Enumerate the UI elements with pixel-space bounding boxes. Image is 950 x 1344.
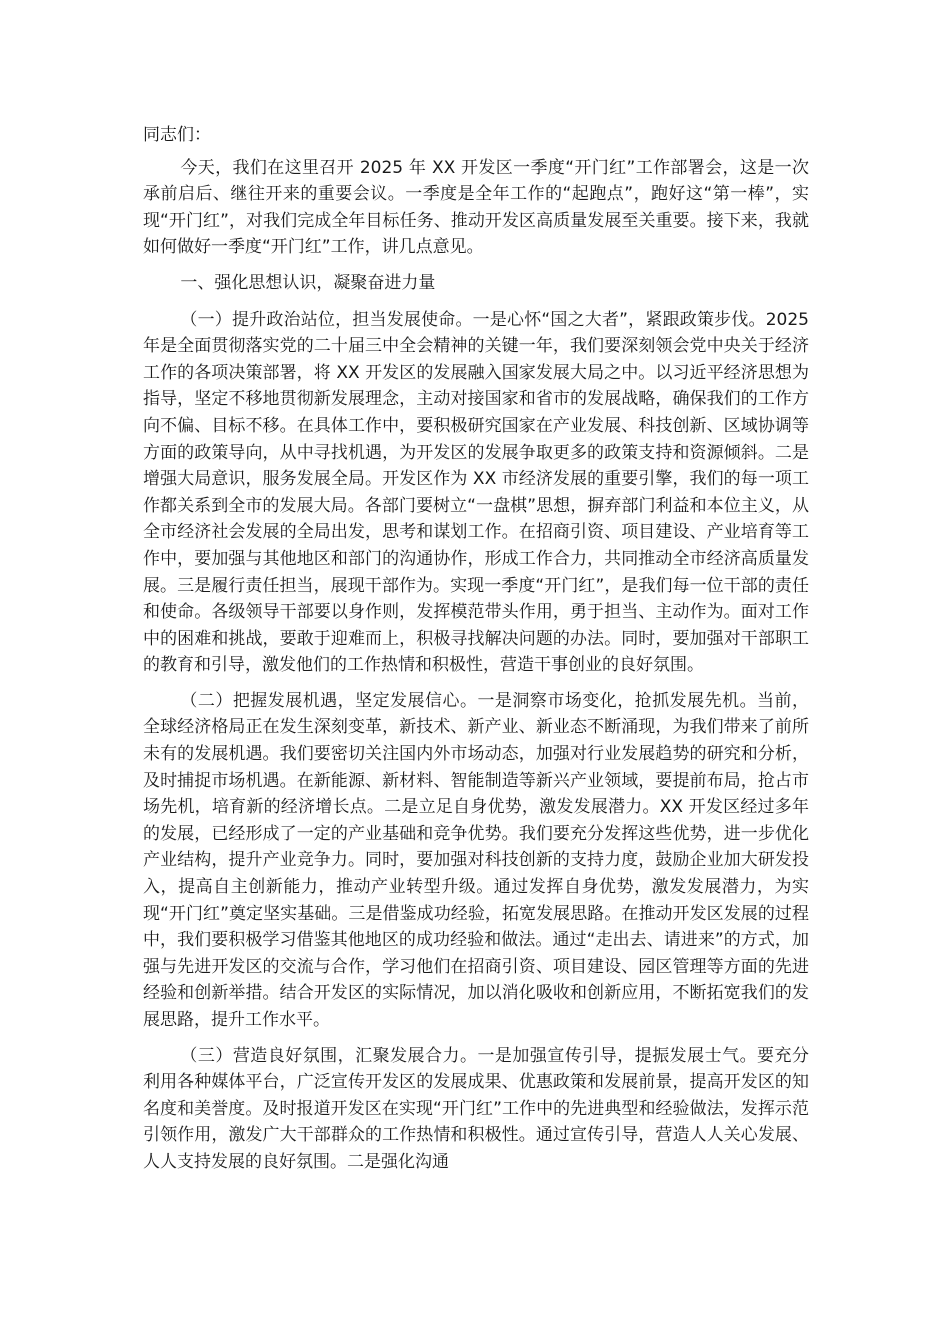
document-body <box>143 122 809 1185</box>
section-1-heading: 一、强化思想认识，凝聚奋进力量 <box>180 272 436 293</box>
subsection-3-paragraph: （三）营造良好氛围，汇聚发展合力。一是加强宣传引导，提振发展士气。要充分利用各种媒体平台，广泛宣传开发区的发展成果、优惠政策和发展前景，提高开发区的知名度和美誉度。及时报道开发区在实现“开门红”工作中的先进典型和经验做法，发挥示范引领作用，激发广大干部群众的工作热情和积极性。通过宣传引导，营造人人关心发展、人人支持发展的良好氛围。二是强化沟通 <box>143 1045 809 1172</box>
greeting: 同志们： <box>143 125 211 145</box>
subsection-1-paragraph: （一）提升政治站位，担当发展使命。一是心怀“国之大者”，紧跟政策步伐。2025 年是全面贯彻落实党的二十届三中全会精神的关键一年，我们要深刻领会党中央关于经济工作的各项决策部署，将 XX 开发区的发展融入国家发展大局之中。以习近平经济思想为指导，坚定不移地贯彻新发展理念，主动对接国家和省市的发展战略，确保我们的工作方向不偏、目标不移。在具体工作中，要积极研究国家在产业发展、科技创新、区域协调等方面的政策导向，从中寻找机遇，为开发区的发展争取更多的政策支持和资源倾斜。二是增强大局意识，服务发展全局。开发区作为 XX 市经济发展的重要引擎，我们的每一项工作都关系到全市的发展大局。各部门要树立“一盘棋”思想，摒弃部门利益和本位主义，从全市经济社会发展的全局出发，思考和谋划工作。在招商引资、项目建设、产业培育等工作中，要加强与其他地区和部门的沟通协作，形成工作合力，共同推动全市经济高质量发展。三是履行责任担当，展现干部作为。实现一季度“开门红”，是我们每一位干部的责任和使命。各级领导干部要以身作则，发挥模范带头作用，勇于担当、主动作为。面对工作中的困难和挑战，要敢于迎难而上，积极寻找解决问题的办法。同时，要加强对干部职工的教育和引导，激发他们的工作热情和积极性，营造干事创业的良好氛围。 <box>143 309 809 676</box>
intro-paragraph: 今天，我们在这里召开 2025 年 XX 开发区一季度“开门红”工作部署会，这是一次承前启后、继往开来的重要会议。一季度是全年工作的“起跑点”，跑好这“第一棒”，实现“开门红”，对我们完成全年目标任务、推动开发区高质量发展至关重要。接下来，我就如何做好一季度“开门红”工作，讲几点意见。 <box>143 157 809 258</box>
subsection-2-paragraph: （二）把握发展机遇，坚定发展信心。一是洞察市场变化，抢抓发展先机。当前，全球经济格局正在发生深刻变革，新技术、新产业、新业态不断涌现，为我们带来了前所未有的发展机遇。我们要密切关注国内外市场动态，加强对行业发展趋势的研究和分析，及时捕捉市场机遇。在新能源、新材料、智能制造等新兴产业领域，要提前布局，抢占市场先机，培育新的经济增长点。二是立足自身优势，激发发展潜力。XX 开发区经过多年的发展，已经形成了一定的产业基础和竞争优势。我们要充分发挥这些优势，进一步优化产业结构，提升产业竞争力。同时，要加强对科技创新的支持力度，鼓励企业加大研发投入，提高自主创新能力，推动产业转型升级。通过发挥自身优势，激发发展潜力，为实现“开门红”奠定坚实基础。三是借鉴成功经验，拓宽发展思路。在推动开发区发展的过程中，我们要积极学习借鉴其他地区的成功经验和做法。通过“走出去、请进来”的方式，加强与先进开发区的交流与合作，学习他们在招商引资、项目建设、园区管理等方面的先进经验和创新举措。结合开发区的实际情况，加以消化吸收和创新应用，不断拓宽我们的发展思路，提升工作水平。 <box>143 690 809 1030</box>
